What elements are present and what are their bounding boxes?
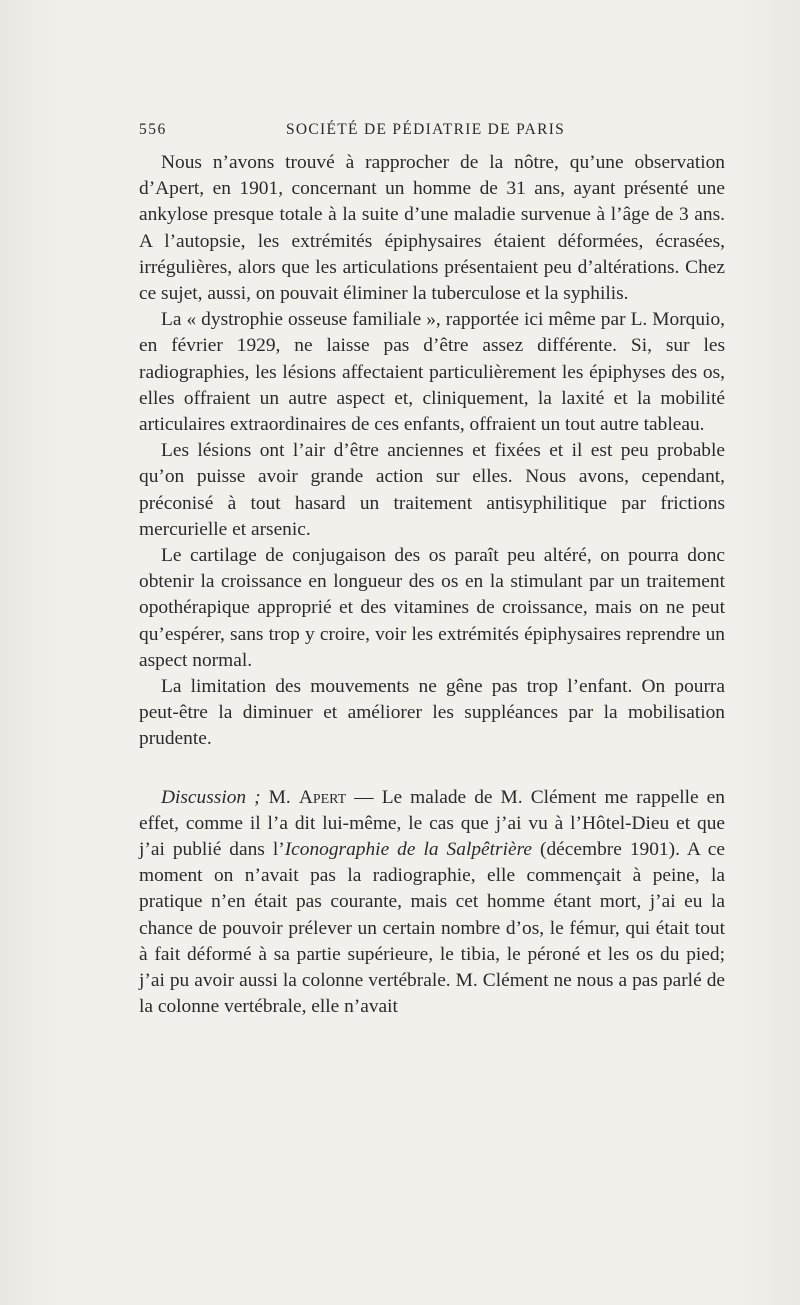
page-number: 556 <box>139 121 167 138</box>
speaker-dash: — <box>346 786 382 808</box>
paragraph-apert-observation: Nous n’avons trouvé à rapprocher de la nôtre, qu’une observation d’Apert, en 1901, concernant un homme de 31 ans, ayant présenté une ankylose presque totale à la suite d’une maladie survenue à l’âge de 3 ans. A l’autopsie, les extrémités épiphysaires étaient déformées, écrasées, irrégulières, alors que les articulations présentaient peu d’altérations. Chez ce sujet, aussi, on pouvait éliminer la tuberculose et la syphilis. <box>139 152 725 305</box>
paragraph-lesions-treatment: Les lésions ont l’air d’être anciennes et fixées et il est peu probable qu’on puisse avoir grande action sur elles. Nous avons, cependant, préconisé à tout hasard un traitement antisyphilitique par frictions mercurielle et arsenic. <box>139 440 725 540</box>
discussion-paragraph <box>139 785 725 1021</box>
journal-title: Iconographie de la Salpêtrière <box>284 839 533 861</box>
body-text <box>139 150 725 1021</box>
paragraph-growth-cartilage: Le cartilage de conjugaison des os paraît peu altéré, on pourra donc obtenir la croissance en longueur des os en la stimulant par un traitement opothérapique approprié et des vitamines de croissance, mais on ne peut qu’espérer, sans trop y croire, voir les extrémités épiphysaires reprendre un aspect normal. <box>139 545 725 671</box>
paragraph-movement-limitation: La limitation des mouvements ne gêne pas trop l’enfant. On pourra peut-être la diminuer et améliorer les suppléances par la mobilisation prudente. <box>139 676 725 750</box>
discussion-text-after-title: (décembre 1901). A ce moment on n’avait pas la radiographie, elle commençait à peine, la pratique n’en était pas courante, mais cet homme étant mort, j’ai eu la chance de pouvoir prélever un certain nombre d’os, le fémur, qui était tout à fait déformé à sa partie supérieure, le tibia, le péroné et les os du pied; j’ai pu avoir aussi la colonne vertébrale. M. Clément ne nous a pas parlé de la colonne vertébrale, elle n’avait <box>139 839 725 1018</box>
paragraph-morquio: La « dystrophie osseuse familiale », rapportée ici même par L. Morquio, en février 1929, ne laisse pas d’être assez différente. Si, sur les radiographies, les lésions affectaient particulièrement les épiphyses des os, elles offraient un autre aspect et, cliniquement, la laxité et la mobilité articulaires extraordinaires de ces enfants, offraient un tout autre tableau. <box>139 309 725 436</box>
discussion-text-before-title: Le malade de M. Clément me rappelle en effet, comme il l’a dit lui-même, le cas que j’ai vu à l’Hôtel-Dieu et que j’ai publié dans l’ <box>139 786 725 861</box>
speaker-name: Apert <box>298 786 347 808</box>
discussion-label: Discussion ; <box>161 786 261 808</box>
running-title: SOCIÉTÉ DE PÉDIATRIE DE PARIS <box>286 121 566 138</box>
speaker-prefix: M. <box>268 786 291 808</box>
page-header <box>139 121 735 145</box>
